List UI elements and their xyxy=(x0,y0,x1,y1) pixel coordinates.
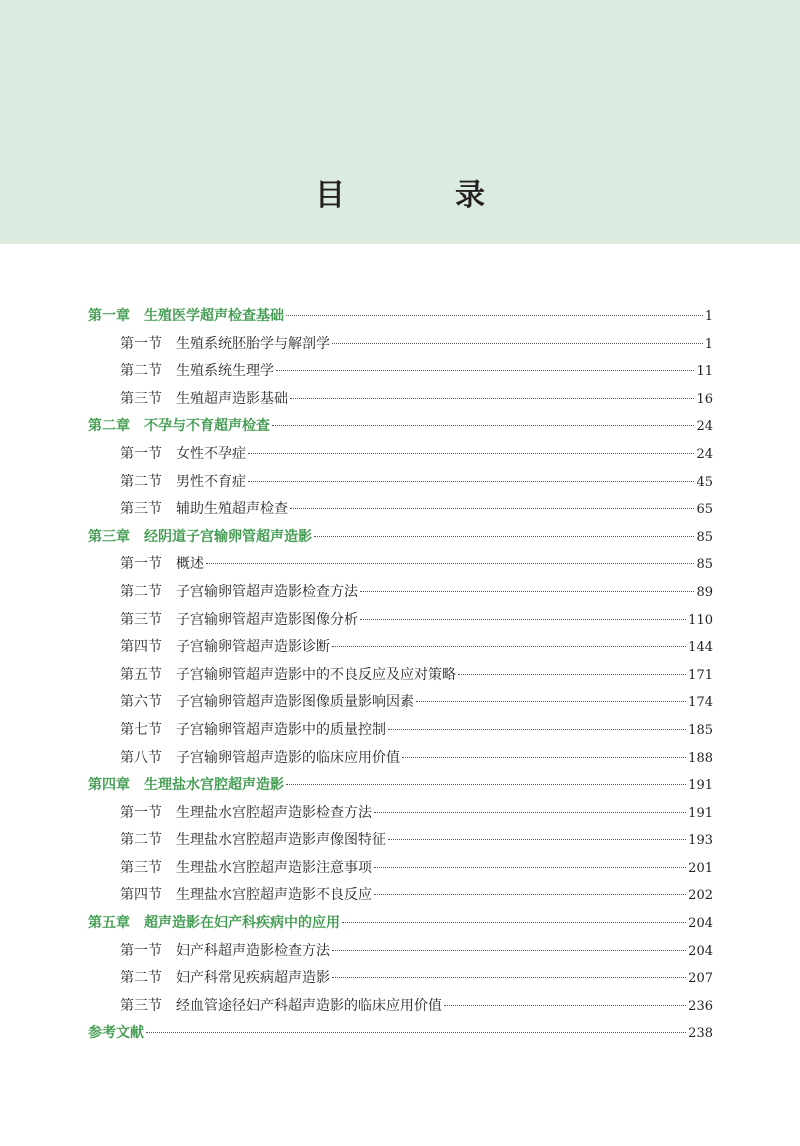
dot-leader xyxy=(248,481,694,482)
toc-entry-title: 子宫输卵管超声造影中的不良反应及应对策略 xyxy=(176,666,456,683)
toc-entry-label: 第五章 xyxy=(88,915,130,932)
dot-leader xyxy=(206,563,694,564)
toc-chapter-entry[interactable] xyxy=(88,303,713,331)
toc-entry-label: 第二节 xyxy=(120,583,162,600)
toc-entry-label: 第二节 xyxy=(120,363,162,380)
toc-entry-label: 第一节 xyxy=(120,445,162,462)
toc-page-number: 204 xyxy=(688,943,713,959)
table-of-contents xyxy=(88,303,713,1048)
toc-page-number: 89 xyxy=(696,584,713,600)
toc-entry-label: 第三节 xyxy=(120,390,162,407)
toc-entry-title: 生殖超声造影基础 xyxy=(176,390,288,407)
dot-leader xyxy=(374,894,686,895)
toc-entry-label: 第七节 xyxy=(120,721,162,738)
toc-section-entry[interactable] xyxy=(88,331,713,359)
toc-entry-label: 第四节 xyxy=(120,887,162,904)
dot-leader xyxy=(416,701,686,702)
toc-page-number: 24 xyxy=(696,446,713,462)
toc-section-entry[interactable] xyxy=(88,441,713,469)
toc-entry-title: 男性不育症 xyxy=(176,473,246,490)
toc-page-number: 16 xyxy=(696,391,713,407)
toc-page-number: 202 xyxy=(688,888,713,904)
toc-page-number: 24 xyxy=(696,419,713,435)
toc-page-number: 207 xyxy=(688,971,713,987)
toc-section-entry[interactable] xyxy=(88,579,713,607)
toc-page-number: 188 xyxy=(688,750,713,766)
toc-page-number: 185 xyxy=(688,722,713,738)
toc-entry-label: 第二章 xyxy=(88,418,130,435)
toc-chapter-entry[interactable] xyxy=(88,772,713,800)
toc-section-entry[interactable] xyxy=(88,855,713,883)
toc-page-number: 85 xyxy=(696,557,713,573)
toc-section-entry[interactable] xyxy=(88,800,713,828)
toc-entry-title: 概述 xyxy=(176,556,204,573)
toc-entry-label: 第五节 xyxy=(120,666,162,683)
toc-entry-label: 第八节 xyxy=(120,749,162,766)
dot-leader xyxy=(360,619,686,620)
toc-entry-label: 第二节 xyxy=(120,473,162,490)
toc-page-number: 193 xyxy=(688,833,713,849)
dot-leader xyxy=(332,977,686,978)
toc-section-entry[interactable] xyxy=(88,386,713,414)
dot-leader xyxy=(332,343,703,344)
toc-chapter-entry[interactable] xyxy=(88,413,713,441)
toc-entry-label: 第一章 xyxy=(88,308,130,324)
toc-entry-title: 生理盐水宫腔超声造影注意事项 xyxy=(176,859,372,876)
toc-section-entry[interactable] xyxy=(88,634,713,662)
page-title: 目 录 xyxy=(315,178,525,213)
toc-entry-label: 第四章 xyxy=(88,777,130,794)
toc-page-number: 65 xyxy=(696,502,713,518)
toc-chapter-entry[interactable] xyxy=(88,1020,713,1048)
toc-entry-label: 第三节 xyxy=(120,997,162,1014)
dot-leader xyxy=(388,839,686,840)
toc-entry-title: 不孕与不育超声检查 xyxy=(144,418,270,435)
toc-section-entry[interactable] xyxy=(88,745,713,773)
dot-leader xyxy=(286,784,686,785)
dot-leader xyxy=(314,536,694,537)
toc-page-number: 85 xyxy=(696,529,713,545)
toc-page-number: 171 xyxy=(688,667,713,683)
dot-leader xyxy=(388,729,686,730)
dot-leader xyxy=(360,591,694,592)
toc-page-number: 174 xyxy=(688,695,713,711)
toc-page-number: 236 xyxy=(688,998,713,1014)
toc-entry-title: 超声造影在妇产科疾病中的应用 xyxy=(144,915,340,932)
toc-page-number: 191 xyxy=(688,805,713,821)
dot-leader xyxy=(332,950,686,951)
toc-section-entry[interactable] xyxy=(88,882,713,910)
toc-page-number: 1 xyxy=(704,309,713,324)
toc-section-entry[interactable] xyxy=(88,551,713,579)
toc-entry-title: 生理盐水宫腔超声造影 xyxy=(144,777,284,794)
dot-leader xyxy=(458,674,686,675)
toc-section-entry[interactable] xyxy=(88,689,713,717)
toc-entry-label: 第三节 xyxy=(120,611,162,628)
toc-entry-title: 经血管途径妇产科超声造影的临床应用价值 xyxy=(176,997,442,1014)
toc-entry-title: 参考文献 xyxy=(88,1025,144,1042)
toc-section-entry[interactable] xyxy=(88,717,713,745)
dot-leader xyxy=(146,1032,686,1033)
toc-entry-title: 子宫输卵管超声造影中的质量控制 xyxy=(176,721,386,738)
toc-entry-label: 第三章 xyxy=(88,528,130,545)
toc-section-entry[interactable] xyxy=(88,607,713,635)
toc-entry-label: 第四节 xyxy=(120,639,162,656)
toc-page-number: 1 xyxy=(704,336,713,352)
toc-entry-title: 妇产科超声造影检查方法 xyxy=(176,942,330,959)
toc-entry-title: 子宫输卵管超声造影的临床应用价值 xyxy=(176,749,400,766)
dot-leader xyxy=(286,315,703,316)
toc-section-entry[interactable] xyxy=(88,965,713,993)
toc-entry-title: 生殖医学超声检查基础 xyxy=(144,308,284,324)
dot-leader xyxy=(248,453,694,454)
toc-page-number: 45 xyxy=(696,474,713,490)
toc-entry-title: 子宫输卵管超声造影检查方法 xyxy=(176,583,358,600)
toc-entry-title: 女性不孕症 xyxy=(176,445,246,462)
toc-entry-title: 子宫输卵管超声造影诊断 xyxy=(176,639,330,656)
dot-leader xyxy=(374,867,686,868)
toc-section-entry[interactable] xyxy=(88,358,713,386)
toc-entry-label: 第三节 xyxy=(120,859,162,876)
dot-leader xyxy=(272,425,694,426)
toc-page-number: 201 xyxy=(688,860,713,876)
toc-entry-label: 第二节 xyxy=(120,832,162,849)
dot-leader xyxy=(374,812,686,813)
toc-page-number: 204 xyxy=(688,916,713,932)
dot-leader xyxy=(342,922,686,923)
dot-leader xyxy=(402,757,686,758)
toc-section-entry[interactable] xyxy=(88,496,713,524)
toc-entry-label: 第一节 xyxy=(120,804,162,821)
toc-entry-title: 辅助生殖超声检查 xyxy=(176,501,288,518)
toc-chapter-entry[interactable] xyxy=(88,524,713,552)
dot-leader xyxy=(290,398,694,399)
toc-page-number: 11 xyxy=(696,364,713,380)
toc-section-entry[interactable] xyxy=(88,469,713,497)
toc-entry-label: 第一节 xyxy=(120,556,162,573)
toc-entry-label: 第一节 xyxy=(120,942,162,959)
toc-entry-title: 子宫输卵管超声造影图像分析 xyxy=(176,611,358,628)
toc-entry-label: 第三节 xyxy=(120,501,162,518)
toc-page-number: 110 xyxy=(688,612,713,628)
toc-chapter-entry[interactable] xyxy=(88,910,713,938)
toc-entry-title: 生理盐水宫腔超声造影声像图特征 xyxy=(176,832,386,849)
toc-entry-title: 经阴道子宫输卵管超声造影 xyxy=(144,528,312,545)
toc-page-number: 191 xyxy=(688,778,713,794)
toc-section-entry[interactable] xyxy=(88,827,713,855)
toc-entry-title: 生理盐水宫腔超声造影检查方法 xyxy=(176,804,372,821)
toc-section-entry[interactable] xyxy=(88,993,713,1021)
toc-entry-title: 生理盐水宫腔超声造影不良反应 xyxy=(176,887,372,904)
toc-entry-label: 第一节 xyxy=(120,335,162,352)
toc-entry-label: 第二节 xyxy=(120,970,162,987)
toc-page-number: 238 xyxy=(688,1026,713,1042)
dot-leader xyxy=(290,508,694,509)
toc-section-entry[interactable] xyxy=(88,662,713,690)
toc-section-entry[interactable] xyxy=(88,938,713,966)
dot-leader xyxy=(332,646,686,647)
toc-page-number: 144 xyxy=(688,640,713,656)
dot-leader xyxy=(444,1005,686,1006)
toc-entry-label: 第六节 xyxy=(120,694,162,711)
toc-entry-title: 生殖系统胚胎学与解剖学 xyxy=(176,335,330,352)
toc-entry-title: 子宫输卵管超声造影图像质量影响因素 xyxy=(176,694,414,711)
toc-entry-title: 妇产科常见疾病超声造影 xyxy=(176,970,330,987)
dot-leader xyxy=(276,370,694,371)
toc-entry-title: 生殖系统生理学 xyxy=(176,363,274,380)
